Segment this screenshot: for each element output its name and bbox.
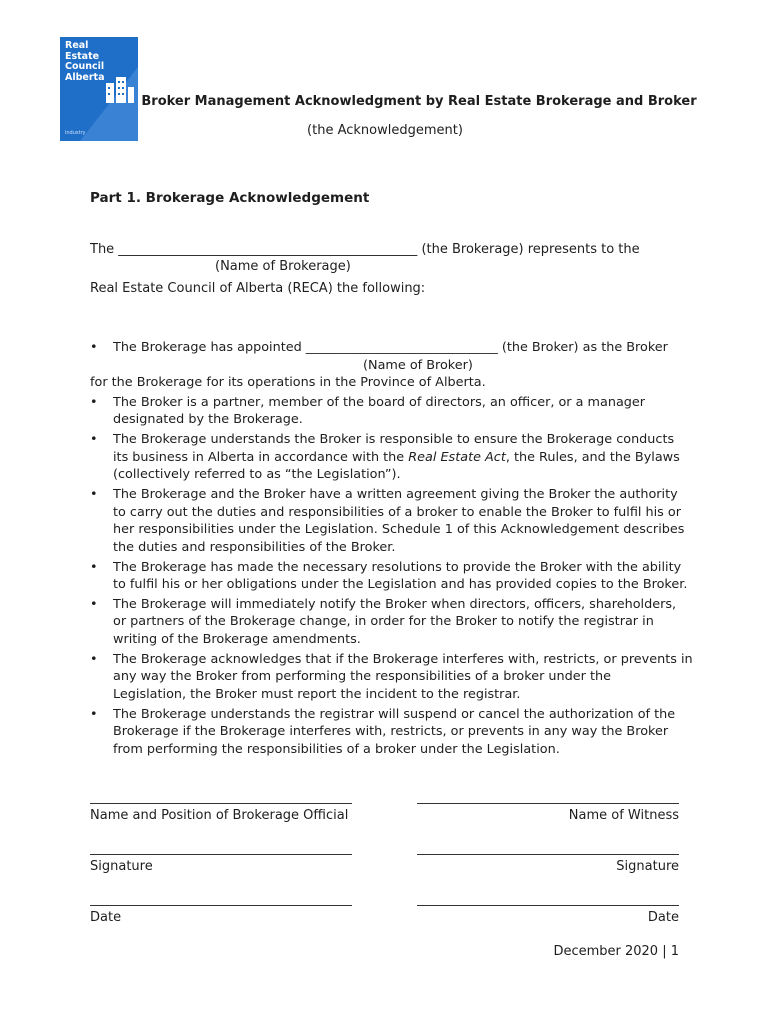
document-title: Broker Management Acknowledgment by Real Estate Brokerage and Broker <box>141 94 697 109</box>
list-item: • The Brokerage understands the Broker is responsible to ensure the Brokerage conducts its business in Alberta in accordance with the Real Estate Act, the Rules, and the Bylaws (collectively referred to as “the Legislation”). <box>90 431 690 484</box>
witness-signature-label: Signature <box>616 859 679 874</box>
intro-line-1: The ______________________________________________ (the Brokerage) represents to the <box>90 242 640 257</box>
list-item: • The Brokerage acknowledges that if the Brokerage interferes with, restricts, or prevents in any way the Broker from performing the responsibilities of a broker under the Legislation, the Broker must report the incident to the registrar. <box>90 651 690 704</box>
intro-line-2: Real Estate Council of Alberta (RECA) the following: <box>90 281 426 296</box>
list-item: • The Brokerage understands the registrar will suspend or cancel the authorization of the Brokerage if the Brokerage interferes with, restricts, or prevents in any way the Broker from performing the responsibilities of a broker under the Legislation. <box>90 706 690 759</box>
brokerage-official-name-label: Name and Position of Brokerage Official <box>90 808 349 823</box>
list-item: • The Brokerage will immediately notify the Broker when directors, officers, shareholders, or partners of the Brokerage change, in order for the Broker to notify the registrar in writing of the Brokerage amendments. <box>90 596 690 649</box>
brokerage-signature-label: Signature <box>90 859 153 874</box>
logo-wordmark: Real Estate Council Alberta <box>65 40 105 83</box>
list-item: • The Brokerage has made the necessary resolutions to provide the Broker with the ability to fulfil his or her obligations under the Legislation and has provided copies to the Broker. <box>90 559 690 594</box>
brokerage-date-line[interactable] <box>90 905 352 906</box>
broker-name-caption: (Name of Broker) <box>363 357 473 373</box>
brokerage-date-label: Date <box>90 910 122 925</box>
part1-heading: Part 1. Brokerage Acknowledgement <box>90 190 370 206</box>
list-item: • The Broker is a partner, member of the board of directors, an officer, or a manager designated by the Brokerage. <box>90 394 690 429</box>
brokerage-official-name-line[interactable] <box>90 803 352 804</box>
witness-date-line[interactable] <box>417 905 679 906</box>
list-item: • The Brokerage has appointed ______________________________ (the Broker) as the Broker (Name of Broker) for the Brokerage for its operations in the Province of Alberta. <box>90 339 690 392</box>
witness-date-label: Date <box>647 910 679 925</box>
logo-tagline: industry <box>65 130 86 136</box>
witness-name-label: Name of Witness <box>568 808 679 823</box>
brokerage-signature-line[interactable] <box>90 854 352 855</box>
witness-name-line[interactable] <box>417 803 679 804</box>
list-item: • The Brokerage and the Broker have a written agreement giving the Broker the authority to carry out the duties and responsibilities of a broker to enable the Broker to fulfil his or her responsibilities under the Legislation. Schedule 1 of this Acknowledgement describes the duties and responsibilities of the Broker. <box>90 486 690 556</box>
brokerage-name-caption: (Name of Brokerage) <box>215 259 351 274</box>
acknowledgement-list <box>90 339 693 761</box>
document-subtitle: (the Acknowledgement) <box>307 123 463 138</box>
witness-signature-line[interactable] <box>417 854 679 855</box>
page-footer: December 2020 | 1 <box>553 944 679 959</box>
